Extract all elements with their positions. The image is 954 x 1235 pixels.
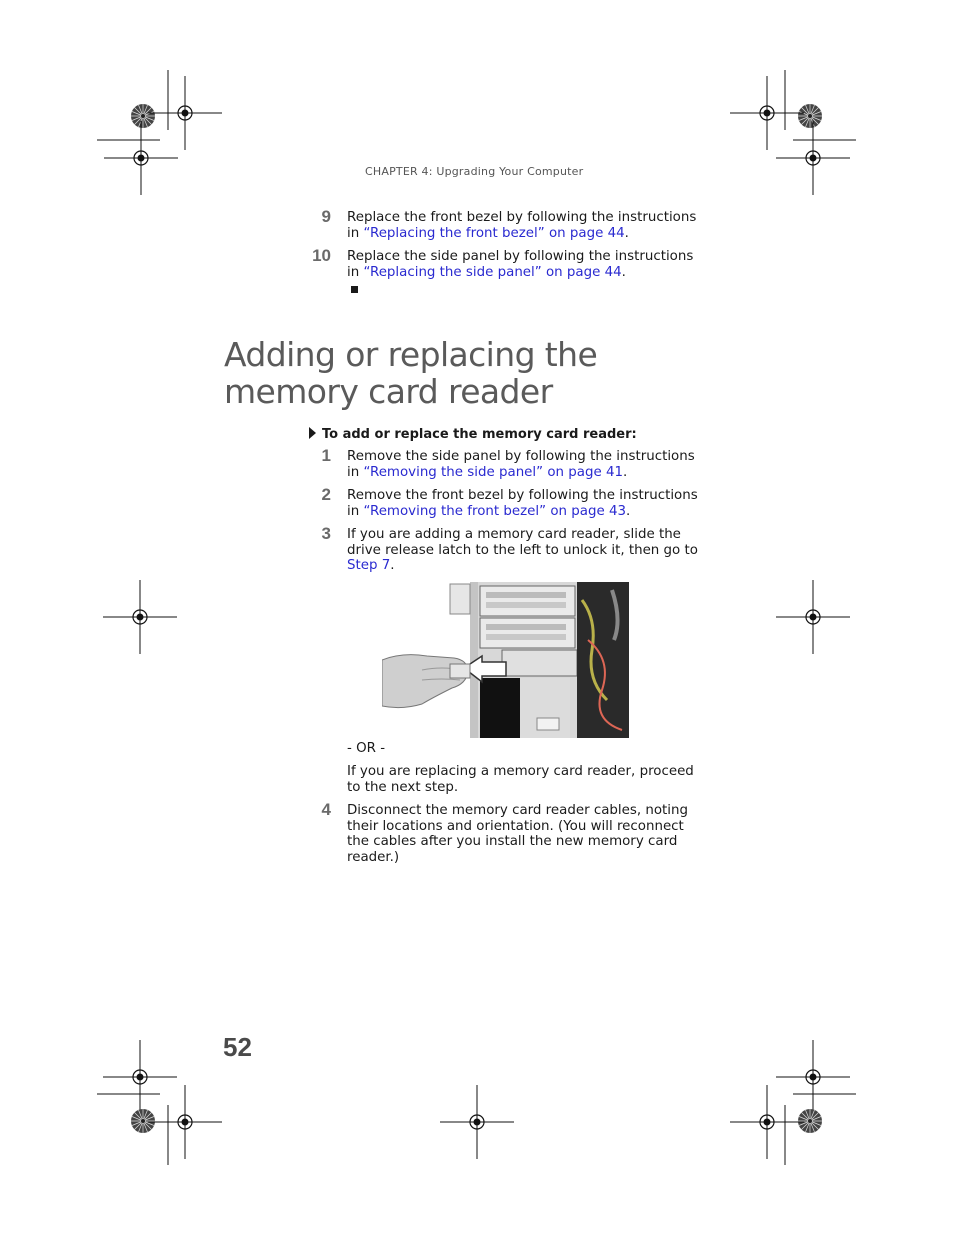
step-number: 3 bbox=[321, 524, 331, 543]
step-text bbox=[347, 488, 702, 519]
step-suffix: . bbox=[626, 503, 631, 519]
cross-reference-link[interactable]: “Removing the front bezel” on page 43 bbox=[363, 503, 626, 519]
step-text bbox=[347, 210, 702, 241]
step-number: 9 bbox=[321, 207, 331, 226]
step-number: 1 bbox=[321, 446, 331, 465]
step-body: Remove the side panel by following the instructions in bbox=[347, 449, 695, 480]
step-number: 4 bbox=[321, 800, 331, 819]
step-number: 10 bbox=[312, 246, 331, 265]
section-title-line2: memory card reader bbox=[224, 372, 553, 411]
cross-reference-link[interactable]: “Removing the side panel” on page 41 bbox=[363, 464, 624, 480]
procedure-heading bbox=[309, 427, 637, 442]
chapter-header: CHAPTER 4: Upgrading Your Computer bbox=[365, 165, 584, 178]
step-link[interactable]: Step 7 bbox=[347, 558, 391, 573]
cross-reference-link[interactable]: “Replacing the front bezel” on page 44 bbox=[363, 225, 625, 241]
section-title-line1: Adding or replacing the bbox=[224, 335, 598, 374]
procedure-arrow-icon bbox=[309, 427, 316, 439]
step-suffix: . bbox=[623, 464, 628, 480]
step-suffix: . bbox=[390, 558, 395, 573]
page-number: 52 bbox=[223, 1032, 252, 1062]
or-separator: - OR - bbox=[347, 741, 386, 756]
step-body: Replace the front bezel by following the instructions in bbox=[347, 210, 697, 241]
section-title bbox=[224, 336, 597, 410]
step-suffix: . bbox=[624, 225, 629, 241]
step-text bbox=[347, 449, 702, 480]
step-body: If you are adding a memory card reader, slide the drive release latch to the left to unlock it, then go to bbox=[347, 527, 698, 558]
cross-reference-link[interactable]: “Replacing the side panel” on page 44 bbox=[363, 264, 622, 280]
step-text bbox=[347, 527, 702, 574]
step-suffix: . bbox=[621, 264, 626, 280]
step-number: 2 bbox=[321, 485, 331, 504]
end-of-procedure-mark bbox=[351, 286, 358, 293]
procedure-label: To add or replace the memory card reader: bbox=[322, 427, 637, 442]
step-text bbox=[347, 249, 702, 280]
step-text: Disconnect the memory card reader cables, noting their locations and orientation. (You will reconnect the cables after you install the new memory card reader.) bbox=[347, 803, 688, 865]
step-body: Replace the side panel by following the instructions in bbox=[347, 249, 694, 280]
step-body: Remove the front bezel by following the instructions in bbox=[347, 488, 698, 519]
alternative-instruction: If you are replacing a memory card reader, proceed to the next step. bbox=[347, 764, 694, 795]
drive-bay-photo bbox=[382, 580, 629, 738]
